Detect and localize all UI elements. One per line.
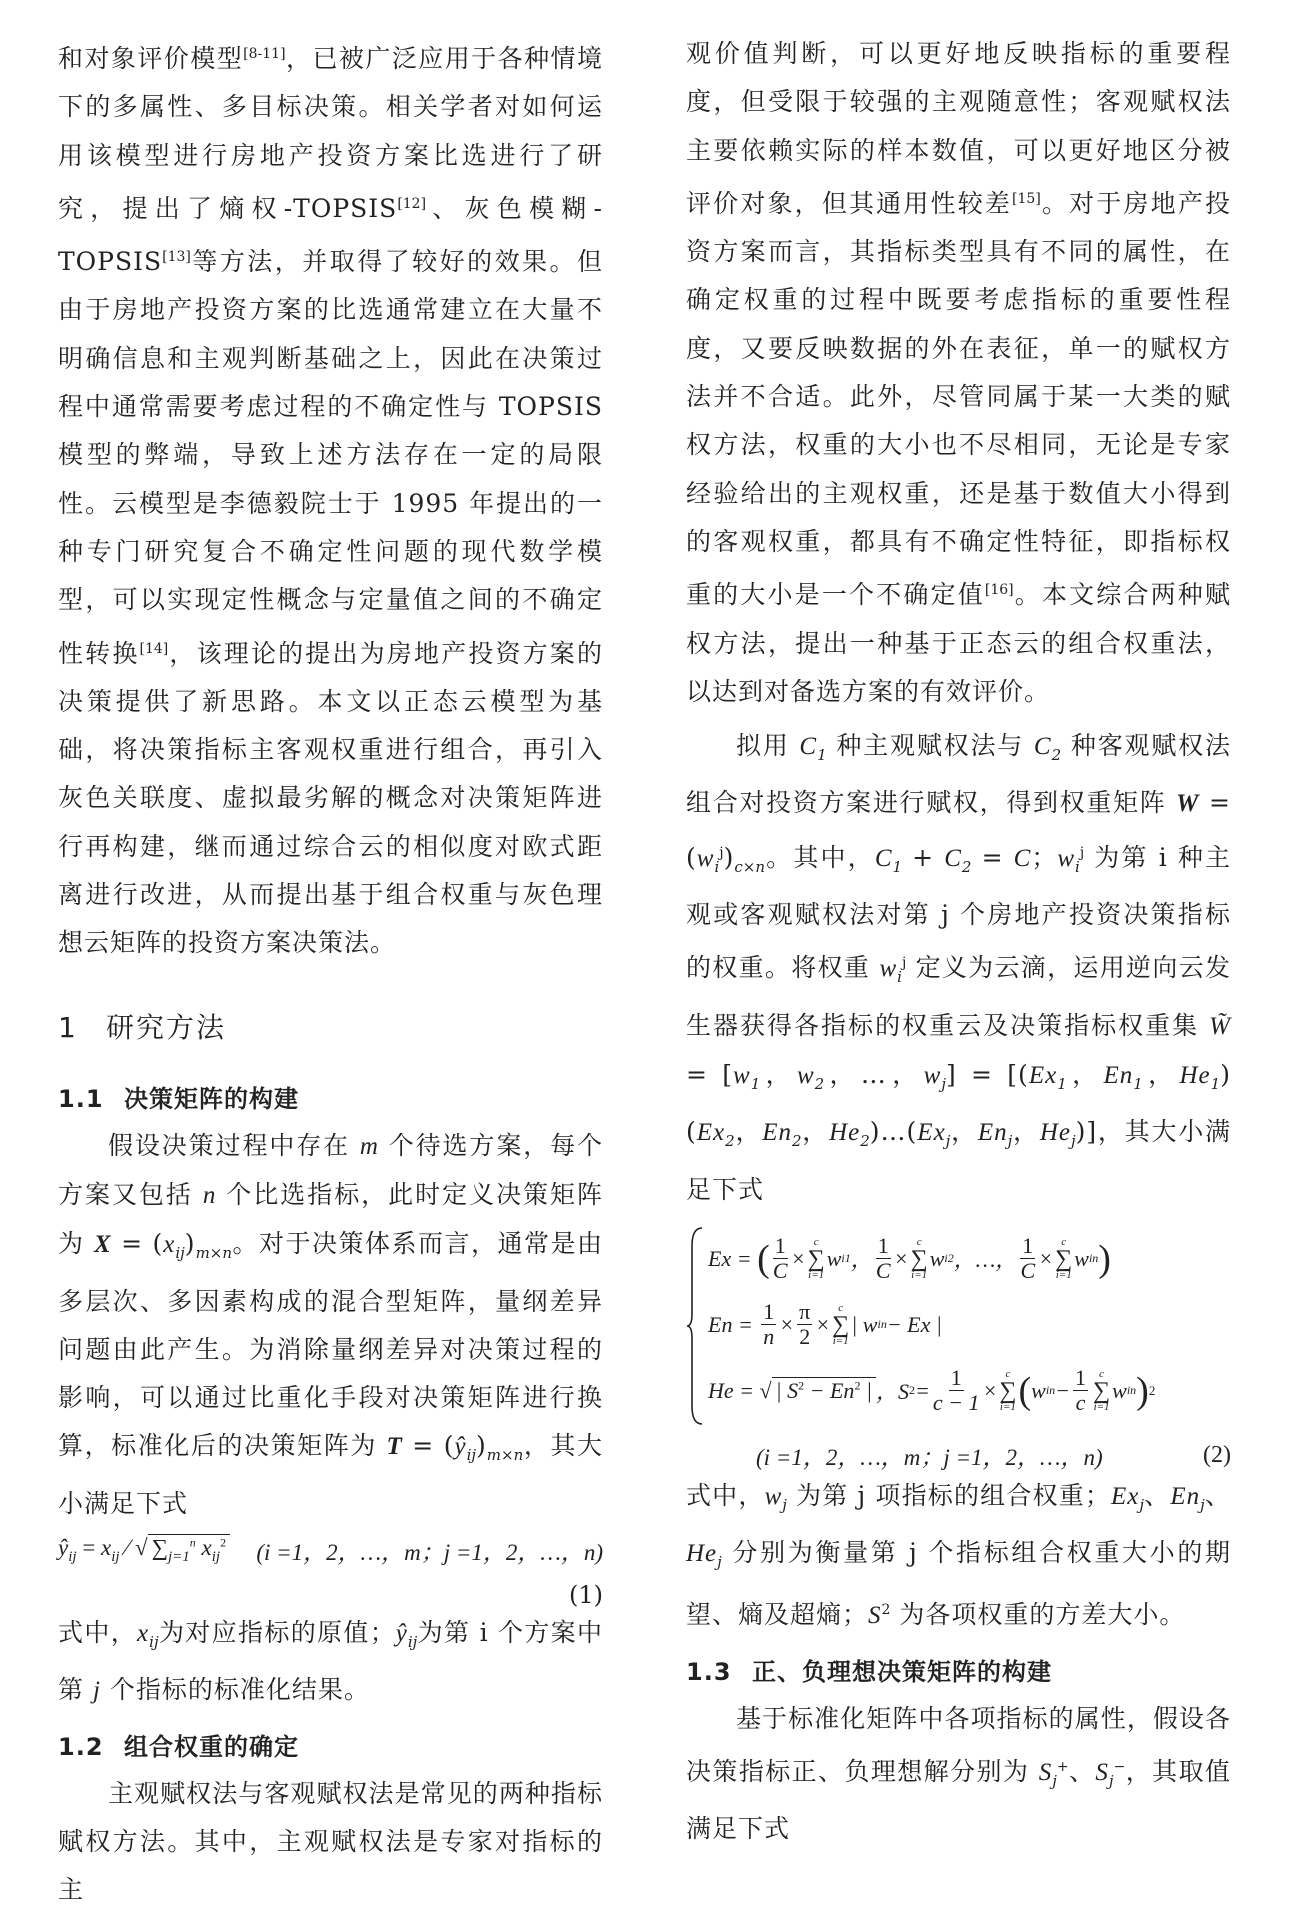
paragraph-eq1-notes: 式中，$x_{ij}$为对应指标的原值；$ŷ_{ij}$为第 i 个方案中第 j 个指标的标准化结果。 <box>58 1618 603 1705</box>
paragraph-weights-intro: 主观赋权法与客观赋权法是常见的两种指标赋权方法。其中，主观赋权法是专家对指标的主 <box>58 1778 603 1905</box>
citation: [15] <box>1012 190 1041 207</box>
citation: [8-11] <box>243 46 286 62</box>
citation: [14] <box>139 640 169 657</box>
subsection-heading-1-3: 1.3 正、负理想决策矩阵的构建 <box>686 1657 1052 1686</box>
right-column <box>686 30 1231 1854</box>
equation-ex: Ex = ( $\frac{1}{C}$ × c ∑ i=1 w i 1 ， $\frac{1}{C}$ × c ∑ i=1 w i 2 ，…， $\frac{1}{C}$ × c ∑ i=1 w i n ) <box>708 1233 1111 1284</box>
subsection-heading-1-2: 1.2 组合权重的确定 <box>58 1732 299 1761</box>
equation-2-number: (2) <box>1203 1441 1231 1468</box>
section-heading: 1 研究方法 <box>58 1010 227 1044</box>
paragraph-combined-weights: 拟用 $C_1$ 种主观赋权法与 $C_2$ 种客观赋权法组合对投资方案进行赋权，得到权重矩阵 $W = (w_i^j)_{c\times n}$。其中，$C_1 + C_2 = C$；$w_i^j$ 为第 i 种主观或客观赋权法对第 j 个房地产投资决策指标的权重。将权重 $w_i^j$ 定义为云滴，运用逆向云发生器获得各指标的权重云及决策指标权重集 W̃ = [$w_1$，$w_2$，…，$w_j] = [(Ex_1$，$En_1$，$He_1)(Ex_2$，$En_2$，$He_2)\dots(Ex_j$，$En_j$，$He_j$)]，其大小满足下式 <box>686 731 1231 1204</box>
left-brace-icon <box>686 1226 704 1426</box>
citation: [13] <box>162 249 191 266</box>
paragraph-decision-matrix: 假设决策过程中存在 m 个待选方案，每个方案又包括 n 个比选指标，此时定义决策矩阵为 $X = (x_{ij})_{m\times n}$。对于决策体系而言，通常是由多层次、多因素构成的混合型矩阵，量纲差异问题由此产生。为消除量纲差异对决策过程的影响，可以通过比重化手段对决策矩阵进行换算，标准化后的决策矩阵为 $T = (ŷ_{ij})_{m\times n}$，其大小满足下式 <box>58 1130 603 1518</box>
subsection-heading-1-1: 1.1 决策矩阵的构建 <box>58 1084 299 1113</box>
equation-2-footer <box>686 1439 1231 1472</box>
equation-2-condition: (i =1，2，…，m；j =1，2，…，n) <box>756 1444 1103 1470</box>
equation-1-number: (1) <box>569 1581 603 1610</box>
left-column <box>58 30 603 1915</box>
equation-en: En = $\frac{1}{n}$ × $\frac{\pi}{2}$ × c ∑ i=1 | w i n − Ex | <box>708 1299 942 1350</box>
paragraph-intro: 和对象评价模型[8-11]，已被广泛应用于各种情境下的多属性、多目标决策。相关学者对如何运用该模型进行房地产投资方案比选进行了研究，提出了熵权-TOPSIS[12]、灰色模糊-TOPSIS[13]等方法，并取得了较好的效果。但由于房地产投资方案的比选通常建立在大量不明确信息和主观判断基础之上，因此在决策过程中通常需要考虑过程的不确定性与 TOPSIS 模型的弊端，导致上述方法存在一定的局限性。云模型是李德毅院士于 1995 年提出的一种专门研究复合不确定性问题的现代数学模型，可以实现定性概念与定量值之间的不确定性转换[14]，该理论的提出为房地产投资方案的决策提供了新思路。本文以正态云模型为基础，将决策指标主客观权重进行组合，再引入灰色关联度、虚拟最劣解的概念对决策矩阵进行再构建，继而通过综合云的相似度对欧式距离进行改进，从而提出基于组合权重与灰色理想云矩阵的投资方案决策法。 <box>58 44 603 958</box>
equation-1-condition: (i =1，2，…，m；j =1，2，…，n) <box>256 1540 603 1566</box>
equation-2-system <box>686 1226 1231 1431</box>
equation-he: He = √ | $S^2 - En^2$ | ，S 2 = $\frac{1}{c - 1}$ × c ∑ i=1 ( w i n − $\frac{1}{c}$ c ∑ i=1 w i n ) 2 <box>708 1365 1156 1416</box>
paragraph-ideal-matrix: 基于标准化矩阵中各项指标的属性，假设各决策指标正、负理想解分别为 $S_j^+$、$S_j^-$，其取值满足下式 <box>686 1703 1231 1844</box>
citation: [16] <box>984 582 1014 599</box>
citation: [12] <box>397 195 427 212</box>
paragraph-eq2-notes: 式中，$w_j$ 为第 j 项指标的组合权重；$Ex_j$、$En_j$、$He_j$ 分别为衡量第 j 个指标组合权重大小的期望、熵及超熵；$S^2$ 为各项权重的方差大小。 <box>686 1480 1231 1630</box>
equation-1: $ŷ_{ij} = x_{ij}$ ⁄ √ $\sum_{j=1}^n$ $x_{ij}^2$ (i =1，2，…，m；j =1，2，…，n) <box>58 1535 603 1566</box>
paragraph-weights-continued: 观价值判断，可以更好地反映指标的重要程度，但受限于较强的主观随意性；客观赋权法主要依赖实际的样本数值，可以更好地区分被评价对象，但其通用性较差[15]。对于房地产投资方案而言，其指标类型具有不同的属性，在确定权重的过程中既要考虑指标的重要性程度，又要反映数据的外在表征，单一的赋权方法并不合适。此外，尽管同属于某一大类的赋权方法，权重的大小也不尽相同，无论是专家经验给出的主观权重，还是基于数值大小得到的客观权重，都具有不确定性特征，即指标权重的大小是一个不确定值[16]。本文综合两种赋权方法，提出一种基于正态云的组合权重法，以达到对备选方案的有效评价。 <box>686 39 1231 706</box>
